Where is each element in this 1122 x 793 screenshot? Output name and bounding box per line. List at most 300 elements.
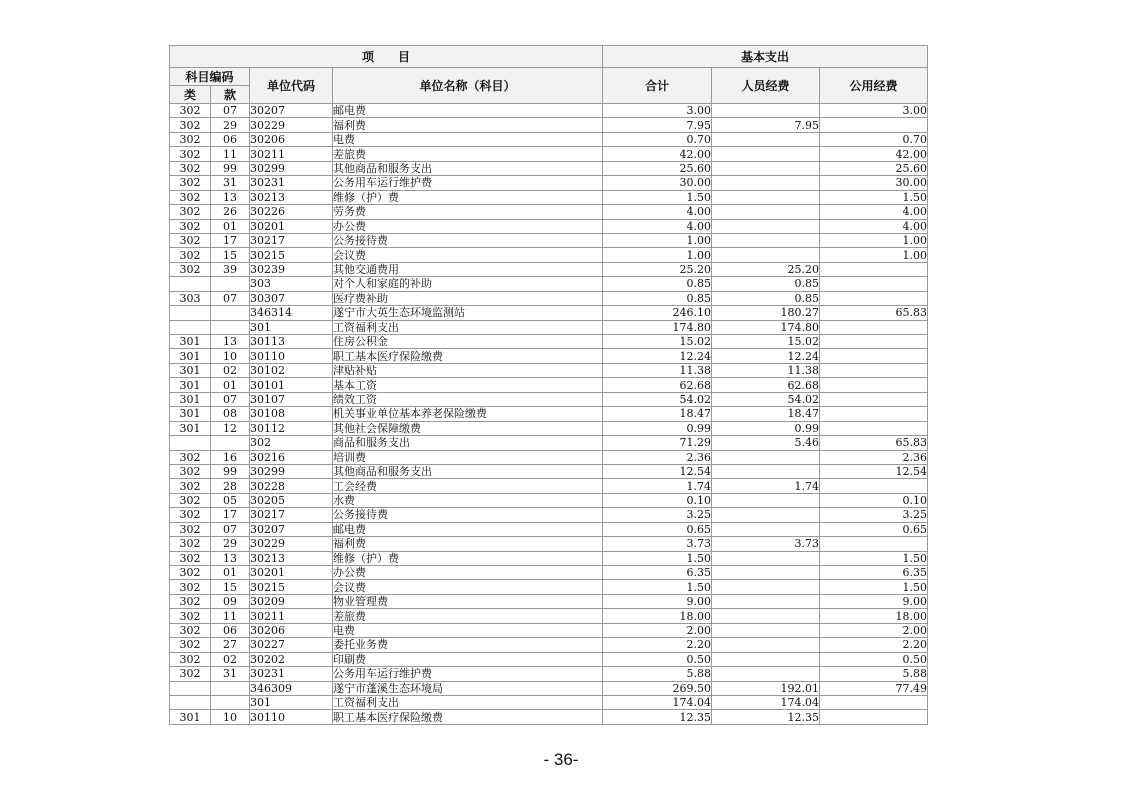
table-row [170,277,928,291]
table-row [170,335,928,349]
cell-unit-name: 水费 [333,493,603,507]
table-row [170,233,928,247]
cell-unit-code: 30231 [250,176,333,190]
cell-total: 0.99 [603,421,712,435]
cell-unit-code: 346314 [250,306,333,320]
cell-unit-code: 30101 [250,378,333,392]
cell-kuan: 01 [211,566,250,580]
cell-public [820,363,928,377]
cell-personnel [712,233,820,247]
cell-unit-name: 会议费 [333,580,603,594]
table-row [170,681,928,695]
cell-unit-name: 其他交通费用 [333,262,603,276]
cell-kuan: 26 [211,205,250,219]
cell-unit-code: 30107 [250,392,333,406]
cell-unit-code: 30213 [250,551,333,565]
cell-total: 1.50 [603,551,712,565]
cell-personnel [712,450,820,464]
cell-personnel: 25.20 [712,262,820,276]
cell-total: 4.00 [603,219,712,233]
cell-kuan: 39 [211,262,250,276]
header-unit-name: 单位名称（科目） [333,68,603,104]
cell-lei [170,306,211,320]
cell-personnel: 54.02 [712,392,820,406]
cell-lei: 302 [170,118,211,132]
table-row [170,421,928,435]
cell-unit-name: 福利费 [333,118,603,132]
cell-personnel: 7.95 [712,118,820,132]
cell-lei: 302 [170,537,211,551]
cell-unit-name: 商品和服务支出 [333,436,603,450]
cell-unit-name: 印刷费 [333,652,603,666]
cell-kuan: 17 [211,508,250,522]
cell-unit-code: 30307 [250,291,333,305]
cell-public: 77.49 [820,681,928,695]
cell-unit-name: 遂宁市蓬溪生态环境局 [333,681,603,695]
cell-personnel [712,508,820,522]
cell-lei: 302 [170,638,211,652]
cell-total: 0.65 [603,522,712,536]
cell-total: 42.00 [603,147,712,161]
cell-unit-name: 办公费 [333,566,603,580]
cell-public [820,479,928,493]
cell-unit-name: 差旅费 [333,609,603,623]
cell-total: 3.25 [603,508,712,522]
cell-unit-code: 30202 [250,652,333,666]
cell-unit-code: 30229 [250,537,333,551]
cell-public: 1.50 [820,190,928,204]
cell-kuan: 07 [211,291,250,305]
cell-kuan: 01 [211,378,250,392]
cell-public: 1.00 [820,248,928,262]
table-row [170,522,928,536]
cell-personnel [712,205,820,219]
cell-total: 2.20 [603,638,712,652]
cell-public: 9.00 [820,594,928,608]
table-row [170,320,928,334]
cell-kuan: 07 [211,104,250,118]
cell-kuan [211,320,250,334]
table-row [170,407,928,421]
cell-total: 9.00 [603,594,712,608]
cell-kuan: 02 [211,652,250,666]
cell-kuan: 99 [211,161,250,175]
cell-kuan: 28 [211,479,250,493]
cell-lei: 302 [170,262,211,276]
cell-unit-code: 301 [250,320,333,334]
cell-unit-code: 30209 [250,594,333,608]
cell-unit-name: 电费 [333,623,603,637]
cell-public: 3.25 [820,508,928,522]
cell-total: 0.10 [603,493,712,507]
budget-table [169,45,928,725]
cell-public: 18.00 [820,609,928,623]
cell-lei: 302 [170,190,211,204]
cell-unit-code: 30239 [250,262,333,276]
table-row [170,132,928,146]
cell-personnel [712,580,820,594]
cell-unit-code: 30201 [250,219,333,233]
cell-unit-code: 30226 [250,205,333,219]
cell-unit-code: 30206 [250,623,333,637]
cell-kuan [211,277,250,291]
cell-total: 6.35 [603,566,712,580]
cell-kuan: 08 [211,407,250,421]
cell-total: 12.54 [603,464,712,478]
table-row [170,104,928,118]
cell-total: 54.02 [603,392,712,406]
cell-unit-name: 差旅费 [333,147,603,161]
cell-personnel [712,522,820,536]
cell-unit-name: 津贴补贴 [333,363,603,377]
cell-kuan: 17 [211,233,250,247]
cell-kuan: 15 [211,248,250,262]
cell-lei: 302 [170,205,211,219]
cell-unit-name: 遂宁市大英生态环境监测站 [333,306,603,320]
cell-lei: 302 [170,594,211,608]
table-row [170,695,928,709]
cell-lei: 301 [170,363,211,377]
cell-public [820,118,928,132]
cell-public [820,695,928,709]
cell-lei: 302 [170,147,211,161]
cell-lei [170,695,211,709]
cell-public: 0.70 [820,132,928,146]
cell-kuan: 12 [211,421,250,435]
cell-lei [170,320,211,334]
cell-personnel [712,147,820,161]
cell-unit-code: 30213 [250,190,333,204]
cell-public: 1.00 [820,233,928,247]
cell-lei: 302 [170,580,211,594]
cell-public [820,291,928,305]
cell-public: 0.65 [820,522,928,536]
cell-public: 2.20 [820,638,928,652]
table-row [170,363,928,377]
table-row [170,291,928,305]
cell-personnel: 0.85 [712,291,820,305]
cell-total: 7.95 [603,118,712,132]
cell-kuan: 01 [211,219,250,233]
cell-public: 1.50 [820,551,928,565]
cell-lei: 302 [170,479,211,493]
cell-public [820,378,928,392]
cell-total: 0.85 [603,277,712,291]
cell-personnel [712,594,820,608]
cell-unit-name: 邮电费 [333,522,603,536]
cell-unit-name: 基本工资 [333,378,603,392]
cell-personnel: 18.47 [712,407,820,421]
table-row [170,609,928,623]
cell-personnel [712,493,820,507]
cell-unit-code: 30110 [250,710,333,724]
header-personnel: 人员经费 [712,68,820,104]
cell-kuan: 10 [211,349,250,363]
cell-kuan: 02 [211,363,250,377]
table-row [170,580,928,594]
table-row [170,262,928,276]
cell-unit-name: 维修（护）费 [333,190,603,204]
table-row [170,493,928,507]
cell-total: 30.00 [603,176,712,190]
table-row [170,349,928,363]
cell-lei: 302 [170,652,211,666]
cell-total: 3.73 [603,537,712,551]
cell-total: 25.60 [603,161,712,175]
cell-unit-name: 工资福利支出 [333,320,603,334]
cell-unit-name: 职工基本医疗保险缴费 [333,710,603,724]
cell-total: 2.36 [603,450,712,464]
cell-unit-code: 30201 [250,566,333,580]
cell-public: 4.00 [820,219,928,233]
cell-unit-code: 30110 [250,349,333,363]
table-row [170,219,928,233]
cell-kuan [211,436,250,450]
cell-unit-code: 30113 [250,335,333,349]
header-kuan: 款 [211,86,250,104]
cell-personnel: 62.68 [712,378,820,392]
table-row [170,464,928,478]
cell-public: 2.36 [820,450,928,464]
cell-public: 3.00 [820,104,928,118]
cell-public [820,421,928,435]
cell-unit-code: 30227 [250,638,333,652]
cell-lei: 302 [170,566,211,580]
cell-lei: 302 [170,132,211,146]
cell-personnel: 3.73 [712,537,820,551]
table-row [170,638,928,652]
cell-public [820,349,928,363]
cell-unit-name: 机关事业单位基本养老保险缴费 [333,407,603,421]
cell-public [820,277,928,291]
cell-total: 11.38 [603,363,712,377]
cell-personnel: 1.74 [712,479,820,493]
table-row [170,436,928,450]
cell-public: 30.00 [820,176,928,190]
cell-unit-code: 30211 [250,147,333,161]
cell-public: 65.83 [820,436,928,450]
cell-public: 12.54 [820,464,928,478]
cell-unit-name: 劳务费 [333,205,603,219]
table-row [170,508,928,522]
cell-unit-name: 职工基本医疗保险缴费 [333,349,603,363]
cell-unit-code: 30299 [250,161,333,175]
cell-kuan: 15 [211,580,250,594]
cell-lei: 302 [170,551,211,565]
cell-kuan: 11 [211,609,250,623]
cell-total: 1.00 [603,233,712,247]
cell-lei: 302 [170,219,211,233]
cell-unit-name: 培训费 [333,450,603,464]
cell-total: 12.24 [603,349,712,363]
cell-total: 0.85 [603,291,712,305]
cell-public [820,262,928,276]
cell-kuan [211,306,250,320]
cell-lei: 302 [170,508,211,522]
cell-total: 0.70 [603,132,712,146]
cell-total: 4.00 [603,205,712,219]
cell-kuan [211,695,250,709]
cell-unit-code: 30211 [250,609,333,623]
cell-total: 2.00 [603,623,712,637]
cell-unit-name: 福利费 [333,537,603,551]
cell-unit-name: 公务接待费 [333,508,603,522]
cell-unit-code: 30207 [250,104,333,118]
cell-lei: 302 [170,161,211,175]
cell-unit-name: 其他社会保障缴费 [333,421,603,435]
cell-unit-code: 30112 [250,421,333,435]
cell-kuan: 13 [211,551,250,565]
cell-total: 174.04 [603,695,712,709]
cell-personnel: 12.24 [712,349,820,363]
cell-lei: 302 [170,176,211,190]
cell-total: 1.50 [603,190,712,204]
cell-lei: 303 [170,291,211,305]
cell-lei: 301 [170,421,211,435]
header-basic-expense: 基本支出 [603,46,928,68]
cell-unit-code: 346309 [250,681,333,695]
cell-unit-name: 委托业务费 [333,638,603,652]
cell-personnel [712,248,820,262]
cell-kuan: 13 [211,190,250,204]
cell-kuan: 29 [211,118,250,132]
cell-unit-code: 30205 [250,493,333,507]
cell-unit-name: 工会经费 [333,479,603,493]
table-header [170,46,928,104]
table-row [170,176,928,190]
cell-public: 65.83 [820,306,928,320]
cell-personnel [712,161,820,175]
header-subject-code: 科目编码 [170,68,250,86]
cell-unit-code: 30215 [250,248,333,262]
cell-unit-code: 30215 [250,580,333,594]
cell-unit-name: 邮电费 [333,104,603,118]
cell-total: 62.68 [603,378,712,392]
cell-total: 1.50 [603,580,712,594]
cell-kuan: 11 [211,147,250,161]
header-total: 合计 [603,68,712,104]
cell-public: 0.10 [820,493,928,507]
header-item: 项 目 [170,46,603,68]
table-row [170,710,928,724]
cell-kuan: 05 [211,493,250,507]
cell-kuan [211,681,250,695]
cell-public [820,537,928,551]
cell-unit-name: 医疗费补助 [333,291,603,305]
cell-public [820,335,928,349]
header-lei: 类 [170,86,211,104]
cell-unit-code: 30102 [250,363,333,377]
cell-public [820,407,928,421]
cell-unit-name: 会议费 [333,248,603,262]
cell-kuan: 16 [211,450,250,464]
cell-personnel [712,652,820,666]
cell-unit-name: 其他商品和服务支出 [333,161,603,175]
header-unit-code: 单位代码 [250,68,333,104]
cell-personnel: 0.85 [712,277,820,291]
cell-lei: 302 [170,609,211,623]
cell-kuan: 99 [211,464,250,478]
table-row [170,479,928,493]
cell-personnel: 192.01 [712,681,820,695]
cell-lei: 301 [170,349,211,363]
cell-unit-code: 30206 [250,132,333,146]
cell-unit-name: 对个人和家庭的补助 [333,277,603,291]
cell-lei: 302 [170,667,211,681]
cell-kuan: 07 [211,522,250,536]
cell-total: 71.29 [603,436,712,450]
cell-lei [170,277,211,291]
cell-total: 18.47 [603,407,712,421]
cell-unit-name: 绩效工资 [333,392,603,406]
cell-unit-name: 其他商品和服务支出 [333,464,603,478]
cell-unit-code: 30217 [250,233,333,247]
cell-total: 1.74 [603,479,712,493]
cell-unit-name: 公务用车运行维护费 [333,176,603,190]
cell-lei: 302 [170,464,211,478]
cell-public: 5.88 [820,667,928,681]
cell-unit-name: 公务用车运行维护费 [333,667,603,681]
cell-public: 2.00 [820,623,928,637]
cell-lei: 302 [170,522,211,536]
cell-public [820,320,928,334]
cell-total: 3.00 [603,104,712,118]
cell-public: 4.00 [820,205,928,219]
cell-unit-code: 30229 [250,118,333,132]
cell-unit-name: 维修（护）费 [333,551,603,565]
cell-personnel [712,667,820,681]
table-row [170,306,928,320]
cell-total: 25.20 [603,262,712,276]
table-row [170,566,928,580]
cell-kuan: 27 [211,638,250,652]
cell-personnel [712,638,820,652]
table-row [170,667,928,681]
cell-lei: 301 [170,710,211,724]
cell-public: 1.50 [820,580,928,594]
cell-personnel: 5.46 [712,436,820,450]
cell-lei: 301 [170,335,211,349]
cell-personnel: 180.27 [712,306,820,320]
table-row [170,392,928,406]
cell-kuan: 13 [211,335,250,349]
cell-personnel [712,464,820,478]
page-number: - 36- [543,750,579,769]
table-row [170,147,928,161]
cell-lei: 301 [170,407,211,421]
cell-unit-name: 工资福利支出 [333,695,603,709]
cell-public [820,710,928,724]
cell-kuan: 31 [211,667,250,681]
cell-total: 12.35 [603,710,712,724]
cell-unit-code: 301 [250,695,333,709]
cell-unit-code: 303 [250,277,333,291]
cell-kuan: 29 [211,537,250,551]
cell-personnel: 12.35 [712,710,820,724]
cell-personnel [712,623,820,637]
cell-lei: 302 [170,233,211,247]
cell-kuan: 06 [211,132,250,146]
cell-total: 0.50 [603,652,712,666]
table-row [170,450,928,464]
cell-unit-name: 公务接待费 [333,233,603,247]
cell-kuan: 07 [211,392,250,406]
cell-personnel [712,551,820,565]
cell-personnel: 15.02 [712,335,820,349]
cell-lei: 302 [170,450,211,464]
cell-public: 0.50 [820,652,928,666]
table-row [170,205,928,219]
